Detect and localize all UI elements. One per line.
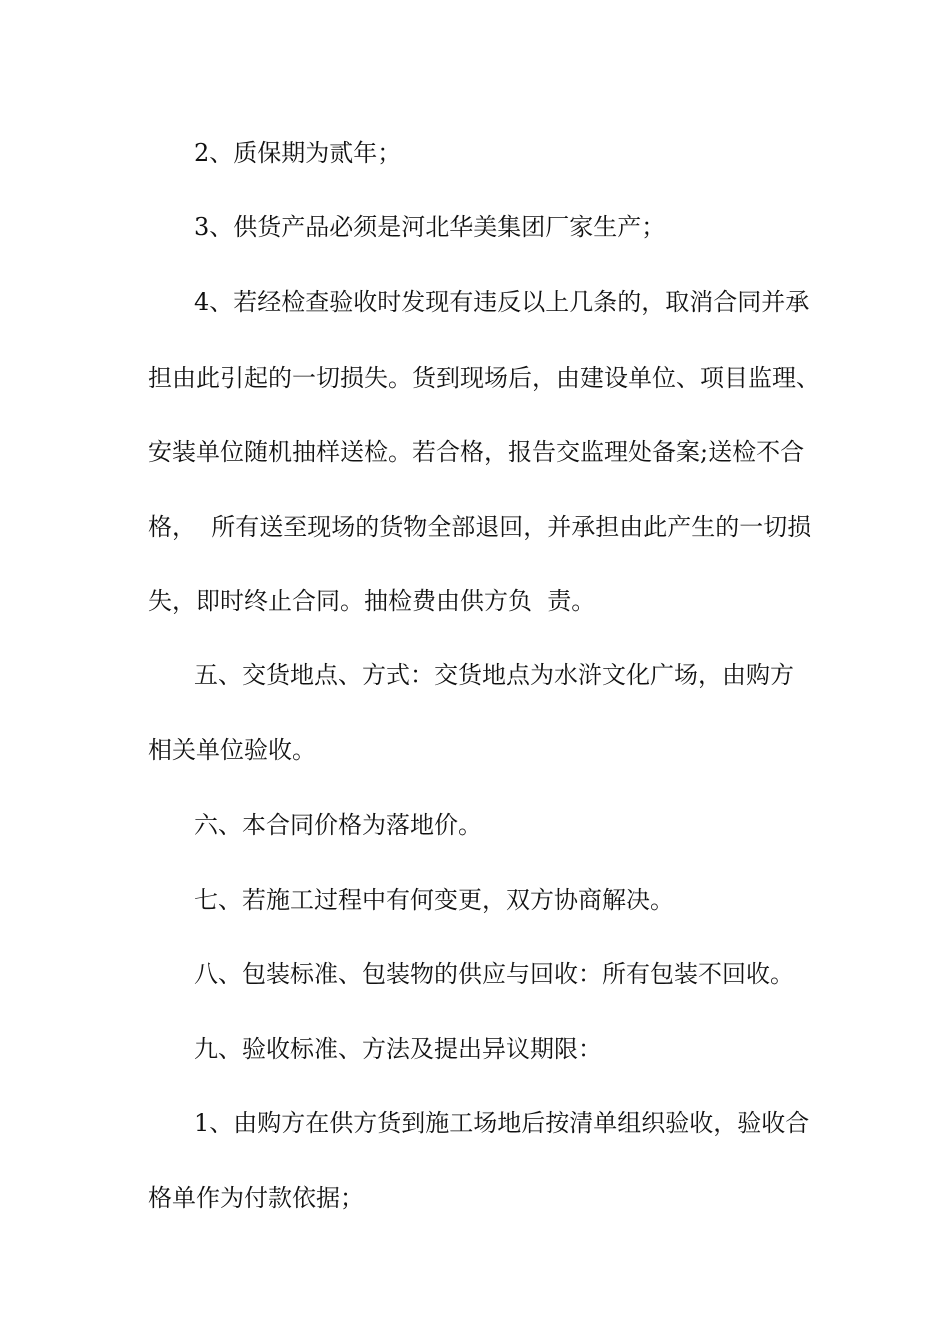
text-line: 格， 所有送至现场的货物全部退回，并承担由此产生的一切损 (148, 513, 812, 541)
text-line: 失，即时终止合同。抽检费由供方负 责。 (148, 587, 596, 615)
text-line: 3、供货产品必须是河北华美集团厂家生产； (194, 213, 666, 241)
text-line: 格单作为付款依据； (148, 1184, 364, 1212)
text-line: 相关单位验收。 (148, 736, 316, 764)
text-line: 八、包装标准、包装物的供应与回收：所有包装不回收。 (194, 960, 794, 988)
text-line: 担由此引起的一切损失。货到现场后，由建设单位、项目监理、 (148, 364, 820, 392)
text-line: 六、本合同价格为落地价。 (194, 811, 482, 839)
text-line: 2、质保期为贰年； (194, 139, 402, 167)
text-line: 七、若施工过程中有何变更，双方协商解决。 (194, 886, 674, 914)
text-line: 五、交货地点、方式：交货地点为水浒文化广场，由购方 (194, 661, 794, 689)
text-line: 4、若经检查验收时发现有违反以上几条的，取消合同并承 (194, 288, 810, 316)
text-line: 安装单位随机抽样送检。若合格，报告交监理处备案;送检不合 (148, 438, 805, 466)
text-line: 1、由购方在供方货到施工场地后按清单组织验收，验收合 (194, 1109, 810, 1137)
text-line: 九、验收标准、方法及提出异议期限： (194, 1035, 602, 1063)
